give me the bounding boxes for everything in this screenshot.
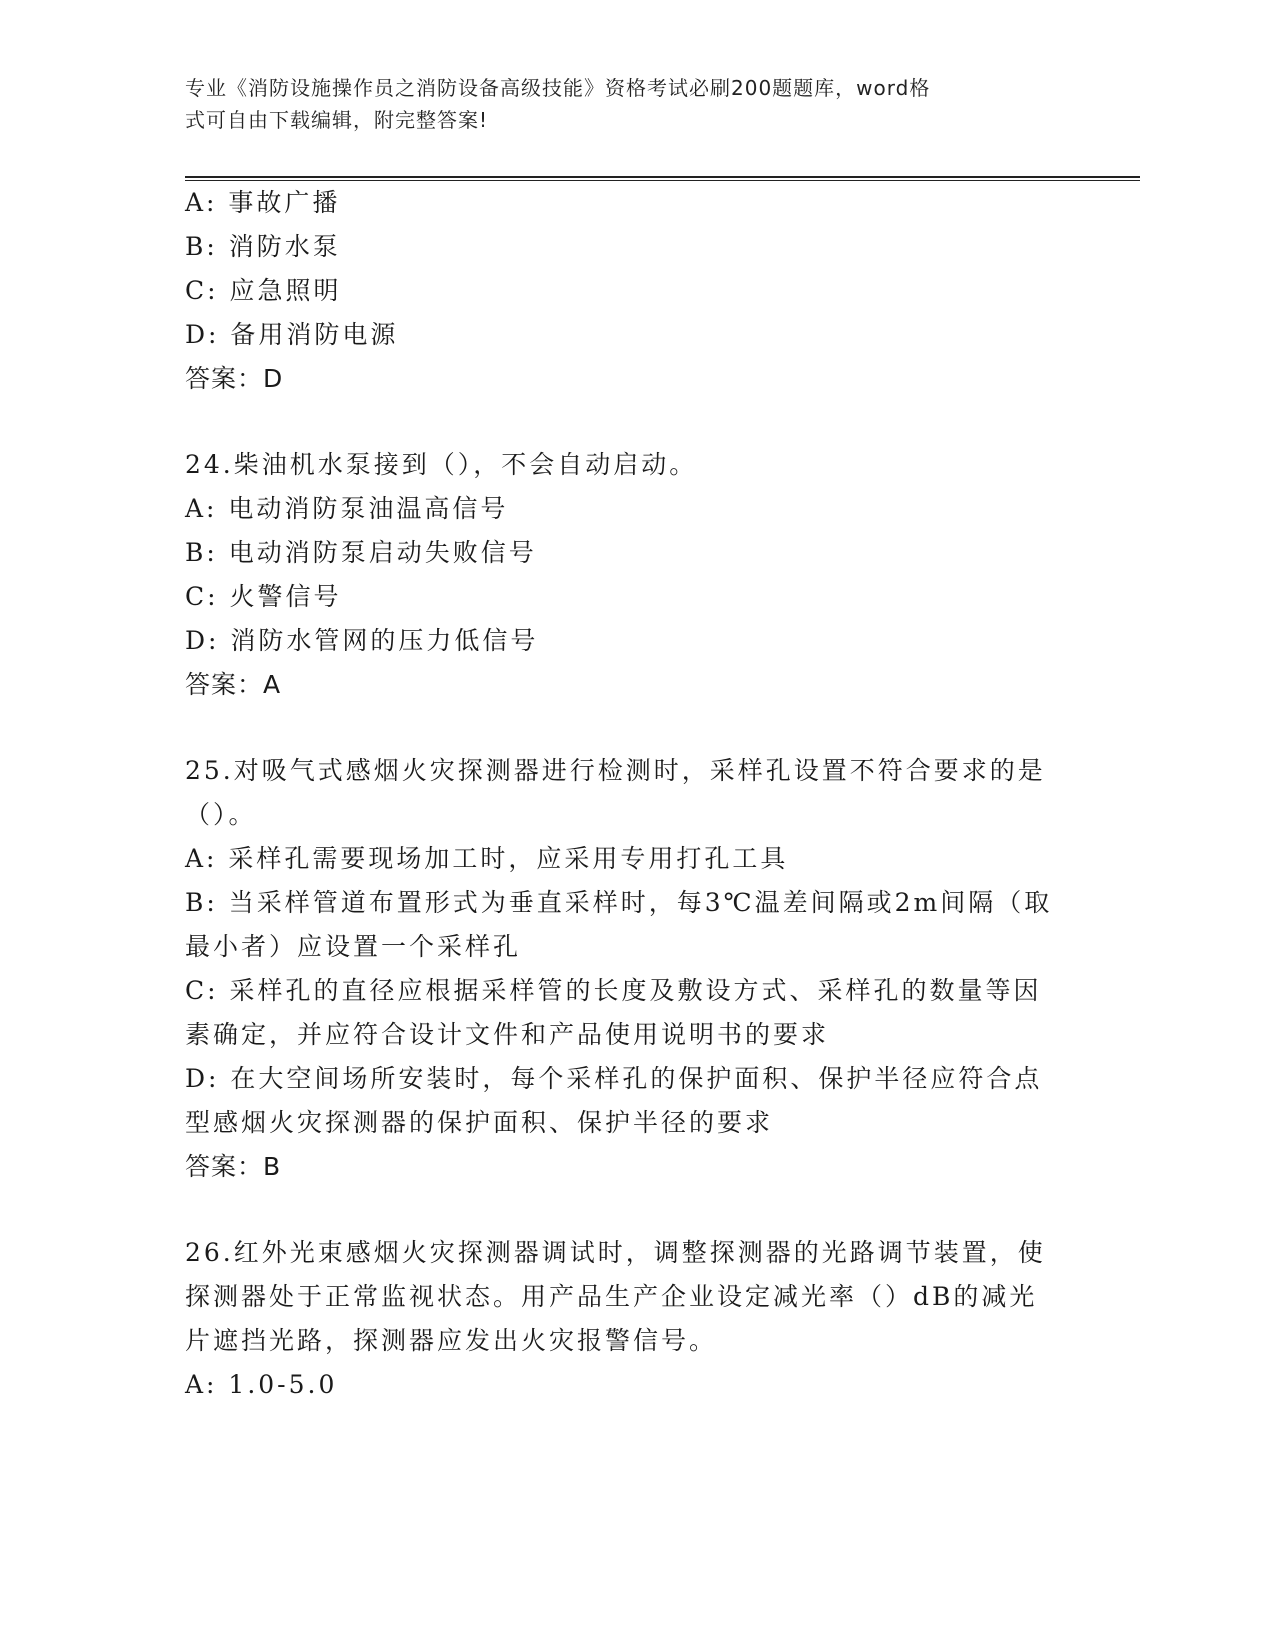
q25-option-b-line-1: B: 当采样管道布置形式为垂直采样时，每3℃温差间隔或2m间隔（取: [185, 888, 1053, 917]
document-header: [185, 72, 1065, 136]
q24-option-c: C: 火警信号: [185, 582, 342, 611]
q23-option-c: C: 应急照明: [185, 276, 342, 305]
q25-option-a: A: 采样孔需要现场加工时，应采用专用打孔工具: [185, 844, 789, 873]
q23-option-d: D: 备用消防电源: [185, 320, 399, 349]
q25-stem-line-2: （）。: [185, 800, 257, 829]
q26-stem-line-2: 探测器处于正常监视状态。用产品生产企业设定减光率（）dB的减光: [185, 1282, 1038, 1311]
q23-option-a: A: 事故广播: [185, 188, 341, 217]
q26-stem-line-1: 26.红外光束感烟火灾探测器调试时，调整探测器的光路调节装置，使: [185, 1238, 1046, 1267]
q25-option-c-line-2: 素确定，并应符合设计文件和产品使用说明书的要求: [185, 1020, 830, 1049]
q24-stem: 24.柴油机水泵接到（），不会自动启动。: [185, 450, 698, 479]
q26-option-a: A: 1.0-5.0: [185, 1370, 338, 1399]
q24-option-d: D: 消防水管网的压力低信号: [185, 626, 539, 655]
q24-answer: 答案：A: [185, 670, 282, 699]
header-divider-thin: [185, 180, 1140, 181]
q25-option-b-line-2: 最小者）应设置一个采样孔: [185, 932, 522, 961]
q25-option-c-line-1: C: 采样孔的直径应根据采样管的长度及敷设方式、采样孔的数量等因: [185, 976, 1042, 1005]
q25-option-d-line-1: D: 在大空间场所安装时，每个采样孔的保护面积、保护半径应符合点: [185, 1064, 1043, 1093]
header-line-1: 专业《消防设施操作员之消防设备高级技能》资格考试必刷200题题库，word格: [185, 76, 931, 100]
q25-option-d-line-2: 型感烟火灾探测器的保护面积、保护半径的要求: [185, 1108, 774, 1137]
q25-answer: 答案：B: [185, 1152, 282, 1181]
q26-stem-line-3: 片遮挡光路，探测器应发出火灾报警信号。: [185, 1326, 718, 1355]
header-line-2: 式可自由下载编辑，附完整答案!: [185, 108, 489, 132]
q25-stem-line-1: 25.对吸气式感烟火灾探测器进行检测时，采样孔设置不符合要求的是: [185, 756, 1046, 785]
q23-answer: 答案：D: [185, 364, 284, 393]
q23-option-b: B: 消防水泵: [185, 232, 341, 261]
q24-option-a: A: 电动消防泵油温高信号: [185, 494, 509, 523]
q24-option-b: B: 电动消防泵启动失败信号: [185, 538, 537, 567]
header-divider: [185, 176, 1140, 178]
